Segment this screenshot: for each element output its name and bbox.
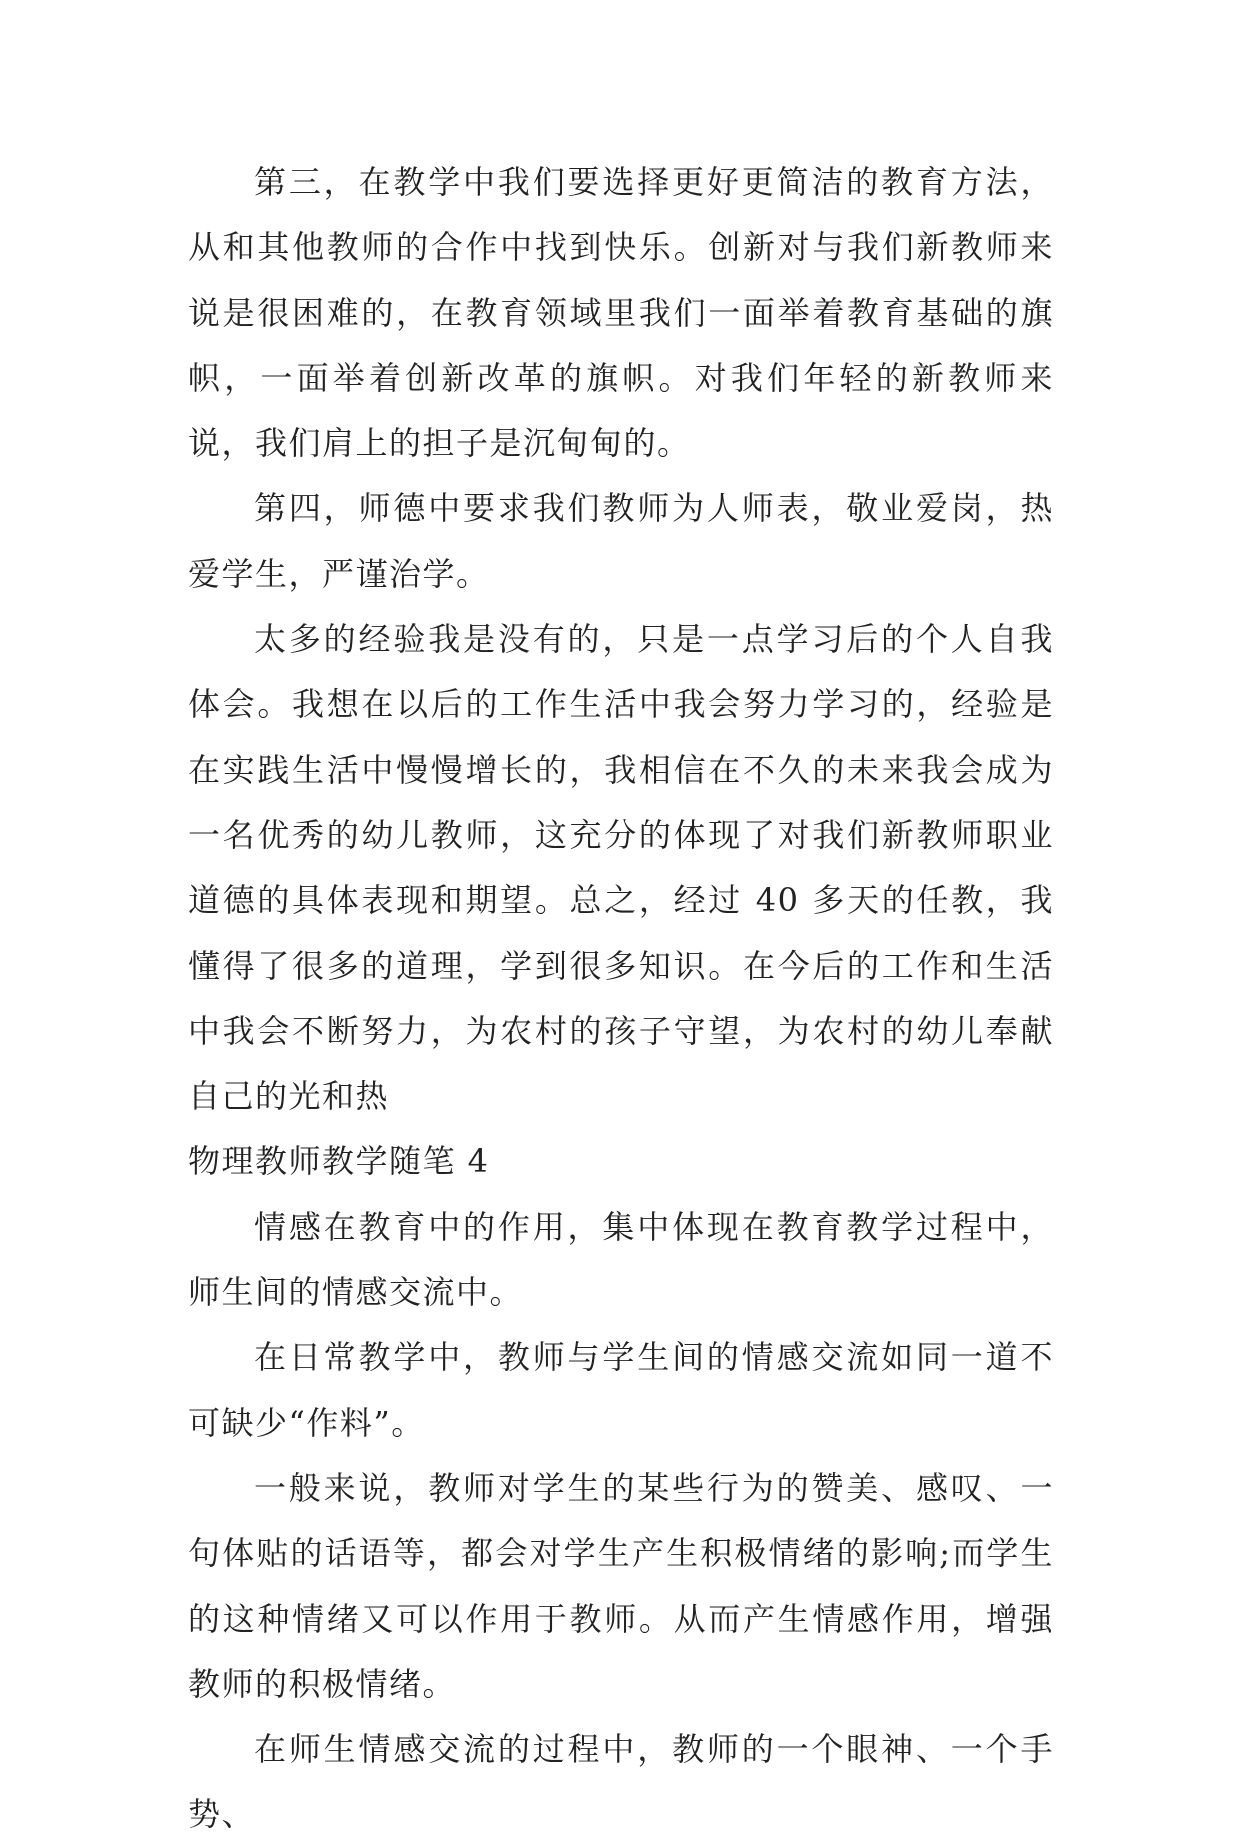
paragraph-emotion-exchange: 在师生情感交流的过程中，教师的一个眼神、一个手势、 xyxy=(188,1730,1054,1834)
paragraph-general-effect: 一般来说，教师对学生的某些行为的赞美、感叹、一句体贴的话语等，都会对学生产生积极情绪的影响;而学生的这种情绪又可以作用于教师。从而产生情感作用，增强教师的积极情绪。 xyxy=(188,1468,1054,1703)
document-body xyxy=(188,150,1054,1848)
paragraph-fourth-point: 第四，师德中要求我们教师为人师表，敬业爱岗，热爱学生，严谨治学。 xyxy=(188,489,1054,593)
section-title: 物理教师教学随笔 4 xyxy=(188,1142,490,1181)
paragraph-daily-teaching: 在日常教学中，教师与学生间的情感交流如同一道不可缺少“作料”。 xyxy=(188,1338,1054,1442)
paragraph-third-point: 第三，在教学中我们要选择更好更简洁的教育方法，从和其他教师的合作中找到快乐。创新对与我们新教师来说是很困难的，在教育领域里我们一面举着教育基础的旗帜，一面举着创新改革的旗帜。对我们年轻的新教师来说，我们肩上的担子是沉甸甸的。 xyxy=(188,163,1054,463)
paragraph-experience-summary: 太多的经验我是没有的，只是一点学习后的个人自我体会。我想在以后的工作生活中我会努力学习的，经验是在实践生活中慢慢增长的，我相信在不久的未来我会成为一名优秀的幼儿教师，这充分的体现了对我们新教师职业道德的具体表现和期望。总之，经过 40 多天的任教，我懂得了很多的道理，学到很多知识。在今后的工作和生活中我会不断努力，为农村的孩子守望，为农村的幼儿奉献自己的光和热 xyxy=(188,620,1054,1116)
paragraph-emotion-role: 情感在教育中的作用，集中体现在教育教学过程中，师生间的情感交流中。 xyxy=(188,1207,1054,1312)
